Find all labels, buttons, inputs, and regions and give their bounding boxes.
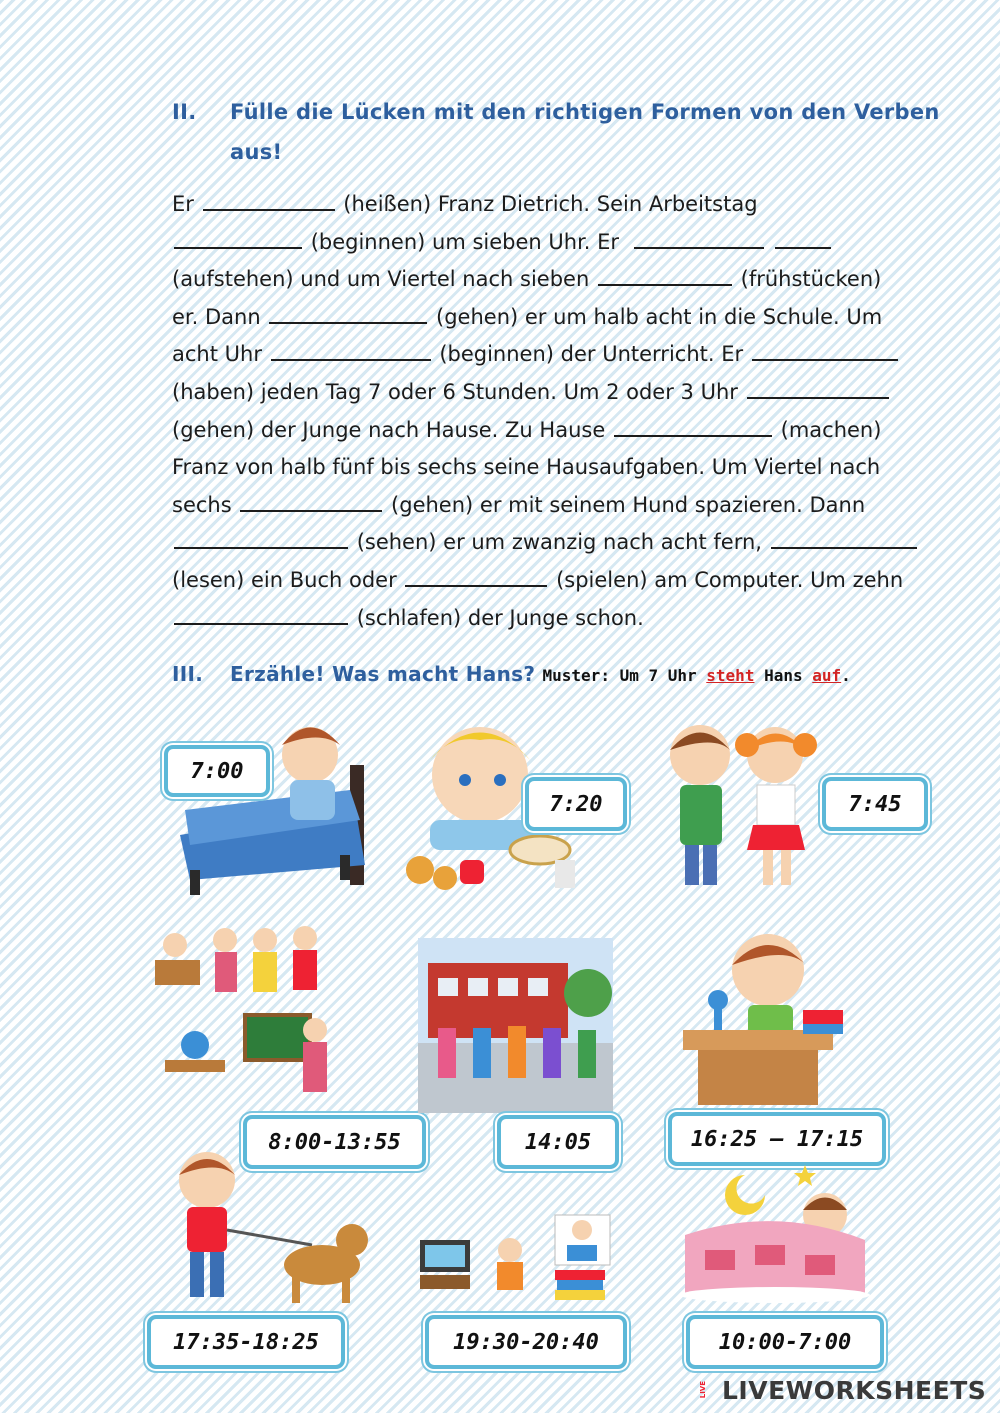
section-2-title-line1: Fülle die Lücken mit den richtigen Formen von den Verben	[230, 100, 940, 124]
text-fragment: sechs	[172, 492, 232, 517]
example-text: Hans	[764, 666, 803, 685]
section-2-heading	[172, 100, 940, 124]
text-fragment: (frühstücken)	[740, 267, 882, 292]
blank-gap[interactable]	[405, 567, 547, 587]
time-box-5: 14:05	[497, 1115, 619, 1169]
time-box-9: 10:00-7:00	[686, 1315, 884, 1369]
blank-gap[interactable]	[614, 417, 772, 437]
blank-gap[interactable]	[775, 229, 831, 249]
text-fragment: Er	[172, 192, 194, 216]
time-box-6: 16:25 – 17:15	[668, 1112, 886, 1166]
text-fragment: (machen)	[780, 417, 882, 442]
example-prefix: auf	[812, 666, 842, 685]
text-fragment: er. Dann	[172, 304, 261, 329]
text-fragment: (aufstehen) und um Viertel nach sieben	[172, 267, 590, 292]
text-fragment: (gehen) er um halb acht in die Schule. Um	[436, 304, 883, 329]
text-fragment: (spielen) am Computer. Um zehn	[556, 567, 904, 592]
time-box-1: 7:00	[164, 745, 270, 797]
logo-text: LIVEWORKSHEETS	[722, 1375, 987, 1405]
blank-gap[interactable]	[747, 379, 889, 399]
time-box-8: 19:30-20:40	[425, 1315, 627, 1369]
going-home-photo	[418, 938, 613, 1113]
liveworksheets-logo	[700, 1375, 986, 1405]
sleeping-illustration	[675, 1155, 875, 1305]
school-kids-illustration	[655, 715, 830, 895]
text-fragment: (sehen) er um zwanzig nach acht fern,	[356, 530, 762, 555]
evening-activities-illustration	[415, 1210, 620, 1310]
blank-gap[interactable]	[271, 341, 431, 361]
blank-gap[interactable]	[269, 304, 427, 324]
time-box-4: 8:00-13:55	[243, 1115, 426, 1169]
example-verb: steht	[706, 666, 755, 685]
example-sentence	[543, 666, 851, 685]
example-text: Muster: Um 7 Uhr	[542, 666, 697, 685]
section-2-title-line2: aus!	[230, 140, 283, 164]
blank-gap[interactable]	[771, 529, 917, 549]
logo-mark-text: LIVE	[699, 1381, 707, 1399]
text-fragment: (heißen) Franz Dietrich. Sein Arbeitstag	[343, 192, 758, 216]
section-2-number: II.	[172, 100, 197, 124]
section-3-number: III.	[172, 662, 204, 686]
waking-up-illustration	[170, 705, 385, 900]
section-3-heading	[172, 662, 851, 686]
cloze-paragraph	[172, 186, 942, 637]
blank-gap[interactable]	[752, 341, 898, 361]
blank-gap[interactable]	[634, 229, 764, 249]
text-fragment: (schlafen) der Junge schon.	[356, 605, 644, 630]
blank-gap[interactable]	[240, 492, 382, 512]
text-fragment: (haben) jeden Tag 7 oder 6 Stunden. Um 2 oder 3 Uhr	[172, 379, 738, 404]
text-fragment: (gehen) er mit seinem Hund spazieren. Dann	[391, 492, 866, 517]
blank-gap[interactable]	[174, 529, 348, 549]
time-box-2: 7:20	[525, 777, 627, 831]
example-text: .	[841, 666, 851, 685]
dog-walk-illustration	[152, 1145, 377, 1310]
blank-gap[interactable]	[598, 266, 732, 286]
text-fragment: (lesen) ein Buch oder	[172, 567, 397, 592]
logo-mark	[700, 1375, 722, 1405]
time-box-3: 7:45	[822, 777, 928, 831]
text-fragment: (beginnen) der Unterricht. Er	[439, 342, 744, 367]
text-fragment: Franz von halb fünf bis sechs seine Hausaufgaben. Um Viertel nach	[172, 455, 881, 480]
blank-gap[interactable]	[203, 191, 335, 211]
school-lessons-illustration	[150, 920, 340, 1120]
text-fragment: acht Uhr	[172, 342, 262, 367]
text-fragment: (gehen) der Junge nach Hause. Zu Hause	[172, 417, 606, 442]
blank-gap[interactable]	[174, 229, 302, 249]
section-3-title: Erzähle! Was macht Hans?	[230, 662, 536, 686]
blank-gap[interactable]	[174, 605, 348, 625]
text-fragment: (beginnen) um sieben Uhr. Er	[310, 229, 620, 254]
homework-illustration	[678, 925, 853, 1105]
time-box-7: 17:35-18:25	[147, 1315, 345, 1369]
